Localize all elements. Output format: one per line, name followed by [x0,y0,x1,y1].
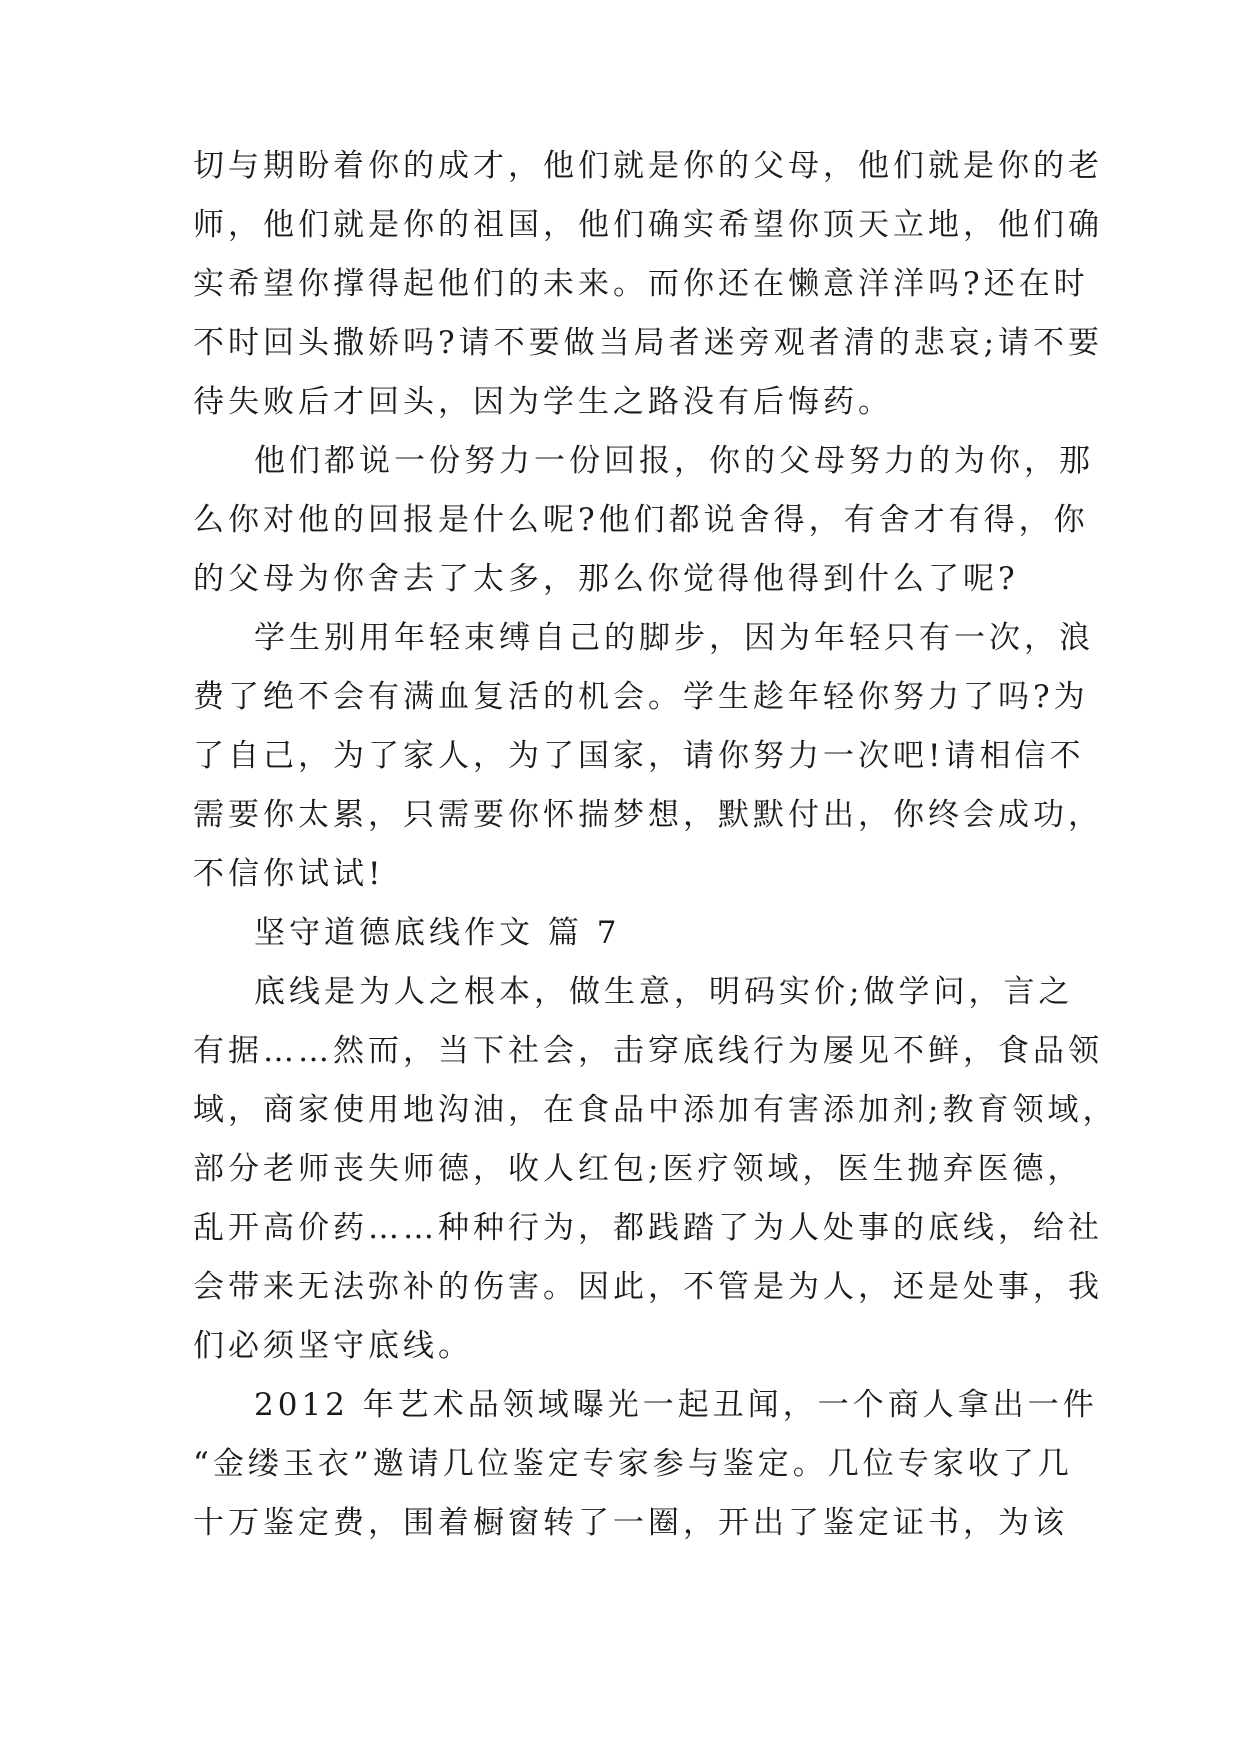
text-line: 不时回头撒娇吗?请不要做当局者迷旁观者清的悲哀;请不要 [193,325,1104,361]
text-line: 需要你太累，只需要你怀揣梦想，默默付出，你终会成功， [193,797,1103,833]
text-line: 师，他们就是你的祖国，他们确实希望你顶天立地，他们确 [193,207,1103,243]
text-line: 费了绝不会有满血复活的机会。学生趁年轻你努力了吗?为 [193,679,1089,715]
text-line: 他们都说一份努力一份回报，你的父母努力的为你，那 [254,443,1094,479]
text-line: 切与期盼着你的成才，他们就是你的父母，他们就是你的老 [193,148,1103,184]
text-line: 不信你试试! [193,856,385,892]
text-line: 学生别用年轻束缚自己的脚步，因为年轻只有一次，浪 [254,620,1094,656]
text-line: 部分老师丧失师德，收人红包;医疗领域，医生抛弃医德， [193,1151,1083,1187]
text-line: 们必须坚守底线。 [193,1328,473,1364]
text-line: 待失败后才回头，因为学生之路没有后悔药。 [193,384,893,420]
text-line: 有据……然而，当下社会，击穿底线行为屡见不鲜，食品领 [193,1033,1103,1069]
text-line: “金缕玉衣”邀请几位鉴定专家参与鉴定。几位专家收了几 [193,1446,1073,1482]
text-line: 十万鉴定费，围着橱窗转了一圈，开出了鉴定证书，为该 [193,1505,1068,1541]
text-line: 会带来无法弥补的伤害。因此，不管是为人，还是处事，我 [193,1269,1103,1305]
text-line: 么你对他的回报是什么呢?他们都说舍得，有舍才有得，你 [193,502,1089,538]
text-line: 实希望你撑得起他们的未来。而你还在懒意洋洋吗?还在时 [193,266,1089,302]
text-line: 底线是为人之根本，做生意，明码实价;做学问，言之 [254,974,1074,1010]
text-line: 了自己，为了家人，为了国家，请你努力一次吧!请相信不 [193,738,1085,774]
text-line: 域，商家使用地沟油，在食品中添加有害添加剂;教育领域， [193,1092,1118,1128]
text-line: 2012 年艺术品领域曝光一起丑闻，一个商人拿出一件 [254,1387,1098,1423]
section-heading: 坚守道德底线作文 篇 7 [254,915,621,951]
text-line: 的父母为你舍去了太多，那么你觉得他得到什么了呢? [193,561,1019,597]
text-line: 乱开高价药……种种行为，都践踏了为人处事的底线，给社 [193,1210,1103,1246]
